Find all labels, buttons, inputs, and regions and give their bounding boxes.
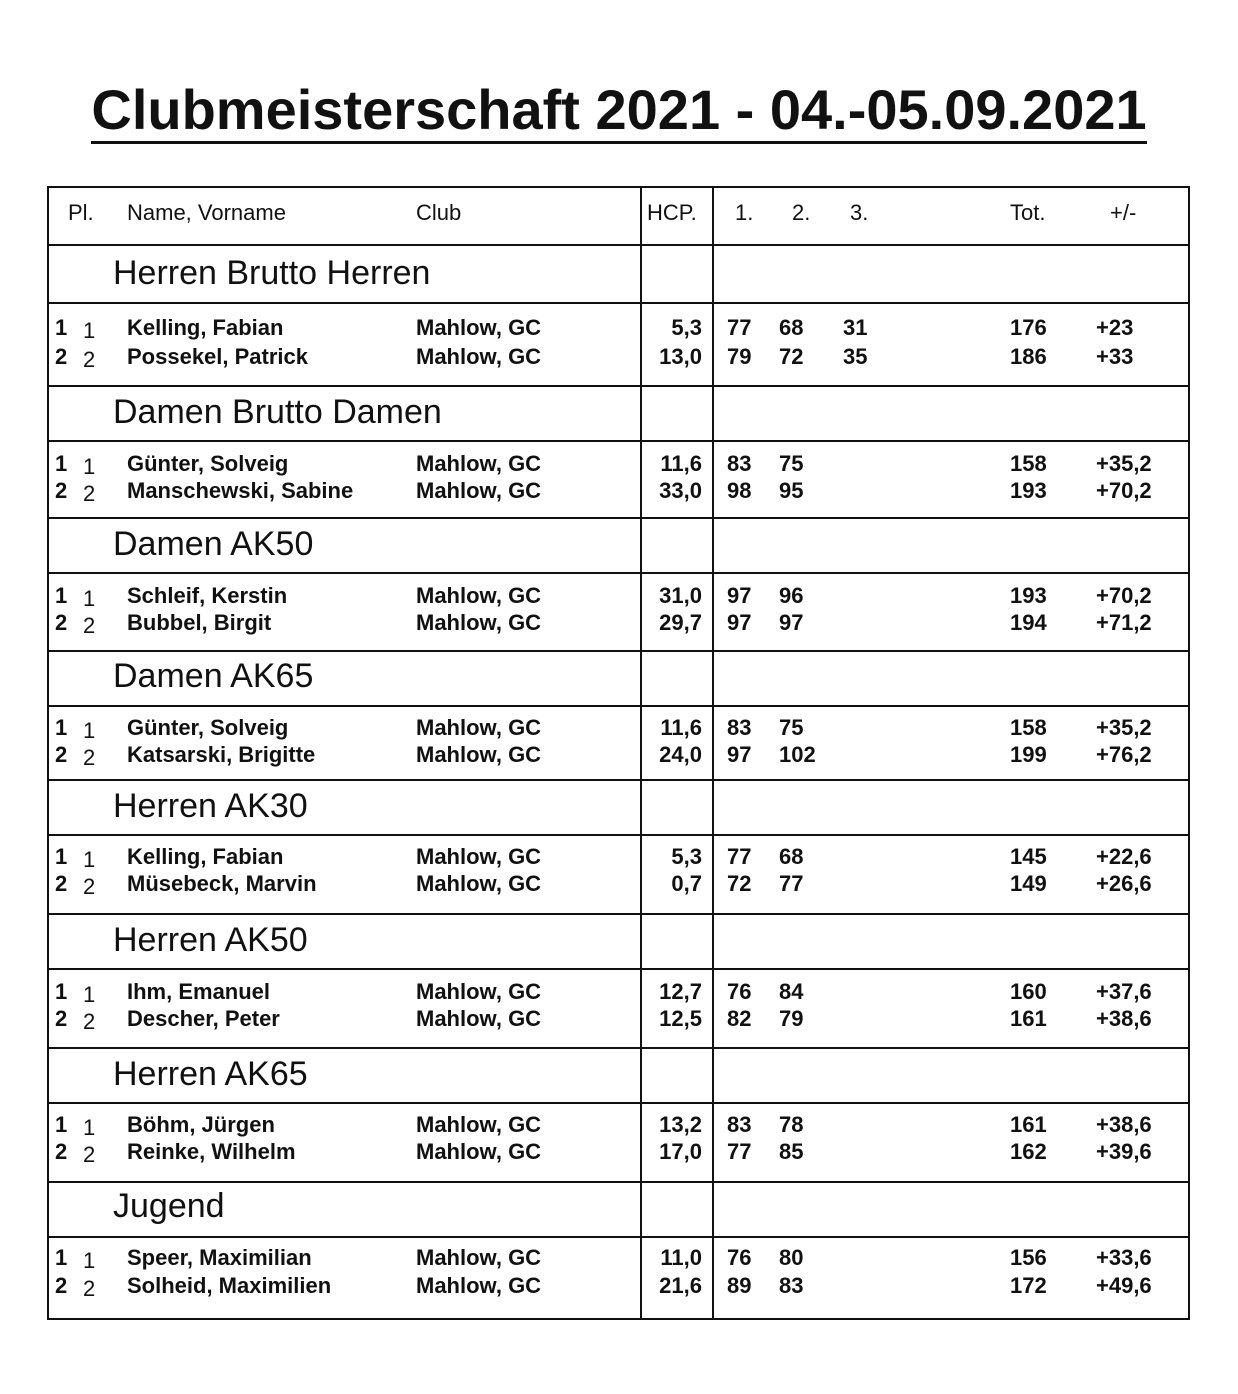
score-diff-cell: +22,6 [1096,844,1152,869]
player-name-cell: Reinke, Wilhelm [127,1139,296,1164]
round-2-cell: 68 [779,315,804,340]
header-name: Name, Vorname [127,200,286,225]
total-cell: 145 [1010,844,1047,869]
place-rank-cell: 2 [83,874,96,899]
handicap-cell: 21,6 [659,1273,702,1298]
score-diff-cell: +26,6 [1096,871,1152,896]
player-name-cell: Solheid, Maximilien [127,1273,332,1298]
handicap-cell: 17,0 [659,1139,702,1164]
round-2-cell: 78 [779,1112,804,1137]
section-title: Herren AK65 [113,1055,308,1093]
place-cell: 1 [55,451,68,476]
round-1-cell: 77 [727,315,752,340]
place-rank-cell: 1 [83,982,96,1007]
total-cell: 158 [1010,451,1047,476]
club-cell: Mahlow, GC [416,871,542,896]
place-rank-cell: 1 [83,718,96,743]
row-divider [47,1047,1190,1049]
club-cell: Mahlow, GC [416,344,542,369]
section-title: Damen AK50 [113,525,314,563]
row-divider [47,302,1190,304]
club-cell: Mahlow, GC [416,979,542,1004]
row-divider [47,1236,1190,1238]
place-rank-cell: 1 [83,318,96,343]
place-cell: 1 [55,715,68,740]
header-round-3: 3. [850,200,869,225]
round-2-cell: 97 [779,610,804,635]
place-cell: 2 [55,344,68,369]
player-name-cell: Possekel, Patrick [127,344,309,369]
place-cell: 1 [55,1245,68,1270]
total-cell: 186 [1010,344,1047,369]
round-1-cell: 83 [727,451,752,476]
handicap-cell: 29,7 [659,610,702,635]
column-divider-rounds [712,186,714,1320]
place-rank-cell: 2 [83,347,96,372]
score-diff-cell: +38,6 [1096,1112,1152,1137]
row-divider [47,1102,1190,1104]
total-cell: 172 [1010,1273,1047,1298]
player-name-cell: Kelling, Fabian [127,844,284,869]
handicap-cell: 13,2 [659,1112,702,1137]
player-name-cell: Descher, Peter [127,1006,280,1031]
round-1-cell: 76 [727,979,752,1004]
handicap-cell: 33,0 [659,478,702,503]
round-2-cell: 80 [779,1245,804,1270]
place-cell: 1 [55,844,68,869]
score-diff-cell: +38,6 [1096,1006,1152,1031]
page-title: Clubmeisterschaft 2021 - 04.-05.09.2021 [0,78,1238,142]
section-title: Damen Brutto Damen [113,393,442,431]
row-divider [47,440,1190,442]
score-diff-cell: +70,2 [1096,583,1152,608]
place-cell: 2 [55,610,68,635]
player-name-cell: Speer, Maximilian [127,1245,312,1270]
round-1-cell: 83 [727,715,752,740]
round-2-cell: 68 [779,844,804,869]
handicap-cell: 13,0 [659,344,702,369]
place-rank-cell: 1 [83,1248,96,1273]
score-diff-cell: +39,6 [1096,1139,1152,1164]
club-cell: Mahlow, GC [416,610,542,635]
place-cell: 2 [55,478,68,503]
club-cell: Mahlow, GC [416,1273,542,1298]
total-cell: 193 [1010,583,1047,608]
handicap-cell: 12,7 [659,979,702,1004]
row-divider [47,385,1190,387]
round-2-cell: 102 [779,742,816,767]
player-name-cell: Günter, Solveig [127,715,289,740]
club-cell: Mahlow, GC [416,478,542,503]
total-cell: 162 [1010,1139,1047,1164]
score-diff-cell: +35,2 [1096,715,1152,740]
round-2-cell: 83 [779,1273,804,1298]
place-rank-cell: 2 [83,1276,96,1301]
place-rank-cell: 2 [83,1142,96,1167]
total-cell: 161 [1010,1112,1047,1137]
place-cell: 2 [55,871,68,896]
handicap-cell: 11,6 [660,451,702,476]
score-diff-cell: +33,6 [1096,1245,1152,1270]
row-divider [47,572,1190,574]
handicap-cell: 12,5 [659,1006,702,1031]
score-diff-cell: +71,2 [1096,610,1152,635]
player-name-cell: Böhm, Jürgen [127,1112,275,1137]
total-cell: 194 [1010,610,1047,635]
header-round-2: 2. [792,200,811,225]
handicap-cell: 11,6 [660,715,702,740]
player-name-cell: Bubbel, Birgit [127,610,272,635]
total-cell: 176 [1010,315,1047,340]
player-name-cell: Müsebeck, Marvin [127,871,317,896]
club-cell: Mahlow, GC [416,451,542,476]
round-1-cell: 98 [727,478,752,503]
round-2-cell: 85 [779,1139,804,1164]
row-divider [47,244,1190,246]
club-cell: Mahlow, GC [416,1245,542,1270]
club-cell: Mahlow, GC [416,583,542,608]
round-1-cell: 97 [727,583,752,608]
row-divider [47,705,1190,707]
section-title: Herren Brutto Herren [113,254,431,292]
handicap-cell: 5,3 [671,315,702,340]
place-cell: 2 [55,1273,68,1298]
round-1-cell: 82 [727,1006,752,1031]
player-name-cell: Kelling, Fabian [127,315,284,340]
row-divider [47,1181,1190,1183]
player-name-cell: Manschewski, Sabine [127,478,354,503]
round-3-cell: 31 [843,315,868,340]
score-diff-cell: +35,2 [1096,451,1152,476]
place-cell: 2 [55,742,68,767]
score-diff-cell: +76,2 [1096,742,1152,767]
score-diff-cell: +37,6 [1096,979,1152,1004]
row-divider [47,779,1190,781]
round-2-cell: 79 [779,1006,804,1031]
club-cell: Mahlow, GC [416,1112,542,1137]
round-1-cell: 79 [727,344,752,369]
place-rank-cell: 1 [83,1115,96,1140]
score-diff-cell: +49,6 [1096,1273,1152,1298]
section-title: Herren AK30 [113,787,308,825]
round-1-cell: 77 [727,1139,752,1164]
score-diff-cell: +23 [1096,315,1134,340]
column-divider-hcp [640,186,642,1320]
total-cell: 149 [1010,871,1047,896]
player-name-cell: Schleif, Kerstin [127,583,288,608]
handicap-cell: 5,3 [671,844,702,869]
player-name-cell: Ihm, Emanuel [127,979,271,1004]
round-1-cell: 76 [727,1245,752,1270]
header-club: Club [416,200,462,225]
round-2-cell: 75 [779,451,804,476]
place-rank-cell: 1 [83,454,96,479]
club-cell: Mahlow, GC [416,844,542,869]
round-1-cell: 72 [727,871,752,896]
round-2-cell: 96 [779,583,804,608]
total-cell: 160 [1010,979,1047,1004]
handicap-cell: 11,0 [660,1245,702,1270]
club-cell: Mahlow, GC [416,742,542,767]
round-2-cell: 72 [779,344,804,369]
header-total: Tot. [1010,200,1046,225]
handicap-cell: 0,7 [671,871,702,896]
round-1-cell: 83 [727,1112,752,1137]
row-divider [47,913,1190,915]
round-2-cell: 95 [779,478,804,503]
row-divider [47,968,1190,970]
round-1-cell: 97 [727,742,752,767]
header-round-1: 1. [735,200,754,225]
score-diff-cell: +70,2 [1096,478,1152,503]
place-rank-cell: 2 [83,745,96,770]
place-cell: 1 [55,583,68,608]
club-cell: Mahlow, GC [416,1006,542,1031]
section-title: Damen AK65 [113,657,314,695]
place-rank-cell: 2 [83,481,96,506]
total-cell: 158 [1010,715,1047,740]
place-rank-cell: 2 [83,613,96,638]
club-cell: Mahlow, GC [416,1139,542,1164]
row-divider [47,517,1190,519]
row-divider [47,650,1190,652]
section-title: Jugend [113,1187,225,1225]
round-1-cell: 77 [727,844,752,869]
round-2-cell: 77 [779,871,804,896]
club-cell: Mahlow, GC [416,715,542,740]
header-hcp: HCP. [647,200,697,225]
total-cell: 161 [1010,1006,1047,1031]
row-divider [47,834,1190,836]
total-cell: 156 [1010,1245,1047,1270]
section-title: Herren AK50 [113,921,308,959]
round-1-cell: 97 [727,610,752,635]
place-cell: 1 [55,315,68,340]
round-3-cell: 35 [843,344,868,369]
club-cell: Mahlow, GC [416,315,542,340]
header-pl: Pl. [68,200,94,225]
score-diff-cell: +33 [1096,344,1134,369]
player-name-cell: Günter, Solveig [127,451,289,476]
place-rank-cell: 2 [83,1009,96,1034]
place-rank-cell: 1 [83,586,96,611]
handicap-cell: 31,0 [659,583,702,608]
total-cell: 193 [1010,478,1047,503]
place-cell: 2 [55,1006,68,1031]
round-1-cell: 89 [727,1273,752,1298]
player-name-cell: Katsarski, Brigitte [127,742,316,767]
total-cell: 199 [1010,742,1047,767]
header-diff: +/- [1110,200,1137,225]
place-cell: 1 [55,979,68,1004]
place-rank-cell: 1 [83,847,96,872]
place-cell: 2 [55,1139,68,1164]
round-2-cell: 75 [779,715,804,740]
place-cell: 1 [55,1112,68,1137]
handicap-cell: 24,0 [659,742,702,767]
round-2-cell: 84 [779,979,804,1004]
